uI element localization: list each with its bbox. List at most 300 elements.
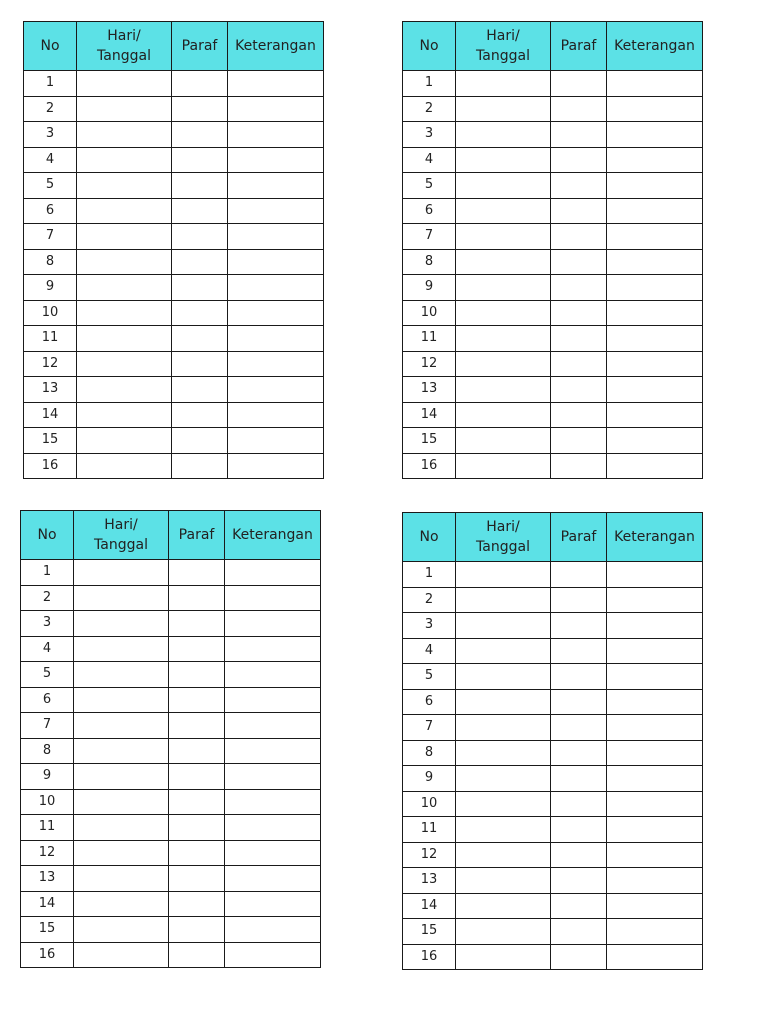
table-row [403,689,703,715]
paraf-cell[interactable] [551,198,607,224]
hari-tanggal-cell[interactable] [456,562,551,588]
paraf-cell[interactable] [551,402,607,428]
keterangan-cell[interactable] [225,789,321,815]
table-row [403,351,703,377]
table-row [21,611,321,637]
table-row [21,942,321,968]
header-row [403,513,703,562]
table-row [403,893,703,919]
keterangan-cell[interactable] [607,817,703,843]
table-row [21,789,321,815]
header-no: No [403,513,456,562]
hari-tanggal-cell[interactable] [456,224,551,250]
table-row [403,715,703,741]
paraf-cell[interactable] [169,942,225,968]
row-number: 11 [403,326,456,352]
row-number: 11 [24,326,77,352]
row-number: 10 [403,791,456,817]
log-table-top-right [402,21,703,479]
paraf-cell[interactable] [172,173,228,199]
paraf-cell[interactable] [172,224,228,250]
hari-tanggal-cell[interactable] [456,198,551,224]
row-number: 1 [403,71,456,97]
paraf-cell[interactable] [169,815,225,841]
table-row [21,687,321,713]
row-number: 10 [21,789,74,815]
paraf-cell[interactable] [551,587,607,613]
table-row [403,249,703,275]
row-number: 15 [403,919,456,945]
keterangan-cell[interactable] [607,944,703,970]
paraf-cell[interactable] [169,611,225,637]
paraf-cell[interactable] [551,842,607,868]
keterangan-cell[interactable] [607,351,703,377]
keterangan-cell[interactable] [607,147,703,173]
hari-tanggal-cell[interactable] [456,300,551,326]
table-row [21,738,321,764]
hari-tanggal-cell[interactable] [456,919,551,945]
row-number: 7 [403,224,456,250]
paraf-cell[interactable] [551,122,607,148]
table-row [21,713,321,739]
log-table-bottom-right [402,512,703,970]
hari-tanggal-cell[interactable] [77,198,172,224]
row-number: 5 [403,664,456,690]
table-row [403,428,703,454]
keterangan-cell[interactable] [607,919,703,945]
hari-tanggal-cell[interactable] [456,944,551,970]
header-hari: Hari/ [486,28,520,44]
table-row [24,326,324,352]
paraf-cell[interactable] [551,147,607,173]
row-number: 13 [21,866,74,892]
keterangan-cell[interactable] [228,249,324,275]
header-tanggal: Tanggal [94,537,148,553]
paraf-cell[interactable] [551,944,607,970]
hari-tanggal-cell[interactable] [456,402,551,428]
keterangan-cell[interactable] [228,224,324,250]
hari-tanggal-cell[interactable] [456,664,551,690]
table-row [403,766,703,792]
hari-tanggal-cell[interactable] [74,764,169,790]
row-number: 16 [24,453,77,479]
paraf-cell[interactable] [551,766,607,792]
paraf-cell[interactable] [551,817,607,843]
paraf-cell[interactable] [551,351,607,377]
paraf-cell[interactable] [551,740,607,766]
hari-tanggal-cell[interactable] [456,817,551,843]
table-row [21,840,321,866]
hari-tanggal-cell[interactable] [77,351,172,377]
row-number: 3 [403,122,456,148]
keterangan-cell[interactable] [225,687,321,713]
hari-tanggal-cell[interactable] [456,587,551,613]
keterangan-cell[interactable] [607,300,703,326]
row-number: 6 [24,198,77,224]
paraf-cell[interactable] [169,713,225,739]
keterangan-cell[interactable] [607,664,703,690]
row-number: 8 [24,249,77,275]
row-number: 12 [21,840,74,866]
paraf-cell[interactable] [551,326,607,352]
hari-tanggal-cell[interactable] [456,842,551,868]
paraf-cell[interactable] [169,560,225,586]
hari-tanggal-cell[interactable] [77,300,172,326]
keterangan-cell[interactable] [225,738,321,764]
paraf-cell[interactable] [551,249,607,275]
paraf-cell[interactable] [172,122,228,148]
hari-tanggal-cell[interactable] [77,122,172,148]
keterangan-cell[interactable] [225,891,321,917]
keterangan-cell[interactable] [225,713,321,739]
hari-tanggal-cell[interactable] [456,326,551,352]
keterangan-cell[interactable] [225,636,321,662]
keterangan-cell[interactable] [607,613,703,639]
row-number: 15 [21,917,74,943]
header-paraf: Paraf [172,22,228,71]
paraf-cell[interactable] [172,198,228,224]
header-no: No [403,22,456,71]
hari-tanggal-cell[interactable] [74,585,169,611]
keterangan-cell[interactable] [607,249,703,275]
paraf-cell[interactable] [551,715,607,741]
keterangan-cell[interactable] [228,173,324,199]
keterangan-cell[interactable] [607,96,703,122]
table-row [24,122,324,148]
hari-tanggal-cell[interactable] [74,815,169,841]
header-tanggal: Tanggal [476,539,530,555]
table-row [403,122,703,148]
keterangan-cell[interactable] [228,198,324,224]
hari-tanggal-cell[interactable] [456,428,551,454]
paraf-cell[interactable] [551,919,607,945]
log-table-top-left [23,21,324,479]
hari-tanggal-cell[interactable] [456,173,551,199]
keterangan-cell[interactable] [225,662,321,688]
keterangan-cell[interactable] [228,351,324,377]
hari-tanggal-cell[interactable] [456,791,551,817]
hari-tanggal-cell[interactable] [77,71,172,97]
table-row [24,453,324,479]
hari-tanggal-cell[interactable] [77,96,172,122]
keterangan-cell[interactable] [225,560,321,586]
hari-tanggal-cell[interactable] [456,715,551,741]
log-table-bottom-left [20,510,321,968]
keterangan-cell[interactable] [228,300,324,326]
keterangan-cell[interactable] [607,275,703,301]
keterangan-cell[interactable] [225,764,321,790]
keterangan-cell[interactable] [225,866,321,892]
paraf-cell[interactable] [551,613,607,639]
keterangan-cell[interactable] [607,587,703,613]
keterangan-cell[interactable] [607,122,703,148]
hari-tanggal-cell[interactable] [456,351,551,377]
row-number: 14 [24,402,77,428]
keterangan-cell[interactable] [607,842,703,868]
table-row [21,764,321,790]
hari-tanggal-cell[interactable] [74,891,169,917]
paraf-cell[interactable] [172,96,228,122]
hari-tanggal-cell[interactable] [77,402,172,428]
paraf-cell[interactable] [551,868,607,894]
hari-tanggal-cell[interactable] [456,613,551,639]
keterangan-cell[interactable] [607,173,703,199]
paraf-cell[interactable] [172,428,228,454]
table-row [21,636,321,662]
row-number: 4 [21,636,74,662]
table-row [24,96,324,122]
paraf-cell[interactable] [551,453,607,479]
row-number: 2 [21,585,74,611]
hari-tanggal-cell[interactable] [456,147,551,173]
paraf-cell[interactable] [551,173,607,199]
hari-tanggal-cell[interactable] [456,249,551,275]
keterangan-cell[interactable] [607,791,703,817]
row-number: 12 [403,351,456,377]
header-paraf: Paraf [551,513,607,562]
header-keterangan: Keterangan [225,511,321,560]
hari-tanggal-cell[interactable] [456,71,551,97]
hari-tanggal-cell[interactable] [74,840,169,866]
paraf-cell[interactable] [551,377,607,403]
table-row [403,275,703,301]
row-number: 9 [403,275,456,301]
hari-tanggal-cell[interactable] [74,636,169,662]
table-row [403,147,703,173]
paraf-cell[interactable] [551,300,607,326]
hari-tanggal-cell[interactable] [74,713,169,739]
header-tanggal: Tanggal [97,48,151,64]
header-hari-tanggal [456,22,551,71]
hari-tanggal-cell[interactable] [77,428,172,454]
row-number: 8 [403,740,456,766]
row-number: 7 [24,224,77,250]
paraf-cell[interactable] [169,866,225,892]
paraf-cell[interactable] [172,326,228,352]
table-row [21,662,321,688]
hari-tanggal-cell[interactable] [456,868,551,894]
table-row [403,402,703,428]
table-row [403,300,703,326]
paraf-cell[interactable] [551,893,607,919]
row-number: 1 [403,562,456,588]
paraf-cell[interactable] [551,664,607,690]
hari-tanggal-cell[interactable] [74,789,169,815]
keterangan-cell[interactable] [607,402,703,428]
row-number: 13 [24,377,77,403]
paraf-cell[interactable] [172,275,228,301]
paraf-cell[interactable] [172,71,228,97]
hari-tanggal-cell[interactable] [77,453,172,479]
keterangan-cell[interactable] [607,562,703,588]
header-tanggal: Tanggal [476,48,530,64]
table-row [24,300,324,326]
keterangan-cell[interactable] [225,840,321,866]
keterangan-cell[interactable] [607,893,703,919]
hari-tanggal-cell[interactable] [456,96,551,122]
row-number: 5 [403,173,456,199]
hari-tanggal-cell[interactable] [74,560,169,586]
hari-tanggal-cell[interactable] [456,638,551,664]
paraf-cell[interactable] [551,96,607,122]
hari-tanggal-cell[interactable] [74,687,169,713]
keterangan-cell[interactable] [607,453,703,479]
paraf-cell[interactable] [172,402,228,428]
header-paraf: Paraf [169,511,225,560]
table-row [24,198,324,224]
row-number: 6 [403,689,456,715]
header-paraf: Paraf [551,22,607,71]
table-row [403,96,703,122]
paraf-cell[interactable] [172,300,228,326]
keterangan-cell[interactable] [607,224,703,250]
hari-tanggal-cell[interactable] [74,611,169,637]
hari-tanggal-cell[interactable] [74,917,169,943]
table-row [403,377,703,403]
hari-tanggal-cell[interactable] [456,689,551,715]
row-number: 1 [24,71,77,97]
keterangan-cell[interactable] [607,198,703,224]
hari-tanggal-cell[interactable] [456,275,551,301]
keterangan-cell[interactable] [607,689,703,715]
header-row [403,22,703,71]
keterangan-cell[interactable] [225,815,321,841]
row-number: 14 [403,402,456,428]
table-row [24,147,324,173]
hari-tanggal-cell[interactable] [74,738,169,764]
paraf-cell[interactable] [169,891,225,917]
paraf-cell[interactable] [551,562,607,588]
keterangan-cell[interactable] [228,326,324,352]
keterangan-cell[interactable] [607,766,703,792]
paraf-cell[interactable] [169,636,225,662]
row-number: 11 [21,815,74,841]
row-number: 16 [403,944,456,970]
hari-tanggal-cell[interactable] [77,377,172,403]
keterangan-cell[interactable] [228,453,324,479]
header-hari-tanggal [77,22,172,71]
keterangan-cell[interactable] [228,377,324,403]
hari-tanggal-cell[interactable] [77,249,172,275]
hari-tanggal-cell[interactable] [456,893,551,919]
paraf-cell[interactable] [169,789,225,815]
row-number: 2 [24,96,77,122]
keterangan-cell[interactable] [607,326,703,352]
keterangan-cell[interactable] [607,377,703,403]
table-row [403,638,703,664]
paraf-cell[interactable] [169,840,225,866]
table-row [403,587,703,613]
paraf-cell[interactable] [551,689,607,715]
hari-tanggal-cell[interactable] [77,224,172,250]
table-row [21,585,321,611]
row-number: 9 [21,764,74,790]
paraf-cell[interactable] [551,71,607,97]
row-number: 5 [21,662,74,688]
row-number: 2 [403,96,456,122]
hari-tanggal-cell[interactable] [74,942,169,968]
table-row [403,868,703,894]
row-number: 3 [21,611,74,637]
paraf-cell[interactable] [172,249,228,275]
hari-tanggal-cell[interactable] [74,662,169,688]
keterangan-cell[interactable] [228,147,324,173]
hari-tanggal-cell[interactable] [74,866,169,892]
paraf-cell[interactable] [551,791,607,817]
keterangan-cell[interactable] [607,638,703,664]
table-row [403,224,703,250]
table-row [403,842,703,868]
keterangan-cell[interactable] [607,71,703,97]
keterangan-cell[interactable] [225,917,321,943]
keterangan-cell[interactable] [228,122,324,148]
paraf-cell[interactable] [169,585,225,611]
table-row [403,173,703,199]
paraf-cell[interactable] [551,638,607,664]
keterangan-cell[interactable] [228,402,324,428]
hari-tanggal-cell[interactable] [77,147,172,173]
row-number: 4 [403,147,456,173]
row-number: 13 [403,377,456,403]
keterangan-cell[interactable] [228,428,324,454]
header-hari: Hari/ [107,28,141,44]
hari-tanggal-cell[interactable] [77,173,172,199]
keterangan-cell[interactable] [228,275,324,301]
paraf-cell[interactable] [172,351,228,377]
row-number: 11 [403,817,456,843]
keterangan-cell[interactable] [607,715,703,741]
keterangan-cell[interactable] [607,428,703,454]
hari-tanggal-cell[interactable] [456,766,551,792]
paraf-cell[interactable] [551,428,607,454]
table-row [24,71,324,97]
hari-tanggal-cell[interactable] [456,377,551,403]
hari-tanggal-cell[interactable] [456,740,551,766]
paraf-cell[interactable] [172,377,228,403]
keterangan-cell[interactable] [607,868,703,894]
paraf-cell[interactable] [169,917,225,943]
paraf-cell[interactable] [169,738,225,764]
hari-tanggal-cell[interactable] [456,122,551,148]
table-row [403,71,703,97]
table-row [24,224,324,250]
keterangan-cell[interactable] [228,96,324,122]
hari-tanggal-cell[interactable] [77,326,172,352]
keterangan-cell[interactable] [225,585,321,611]
paraf-cell[interactable] [551,275,607,301]
keterangan-cell[interactable] [225,611,321,637]
table-row [24,275,324,301]
row-number: 7 [403,715,456,741]
table-row [24,249,324,275]
hari-tanggal-cell[interactable] [456,453,551,479]
paraf-cell[interactable] [169,764,225,790]
paraf-cell[interactable] [169,662,225,688]
keterangan-cell[interactable] [225,942,321,968]
row-number: 9 [403,766,456,792]
keterangan-cell[interactable] [228,71,324,97]
paraf-cell[interactable] [172,453,228,479]
hari-tanggal-cell[interactable] [77,275,172,301]
paraf-cell[interactable] [169,687,225,713]
row-number: 9 [24,275,77,301]
row-number: 16 [403,453,456,479]
row-number: 1 [21,560,74,586]
keterangan-cell[interactable] [607,740,703,766]
table-row [21,815,321,841]
paraf-cell[interactable] [172,147,228,173]
paraf-cell[interactable] [551,224,607,250]
